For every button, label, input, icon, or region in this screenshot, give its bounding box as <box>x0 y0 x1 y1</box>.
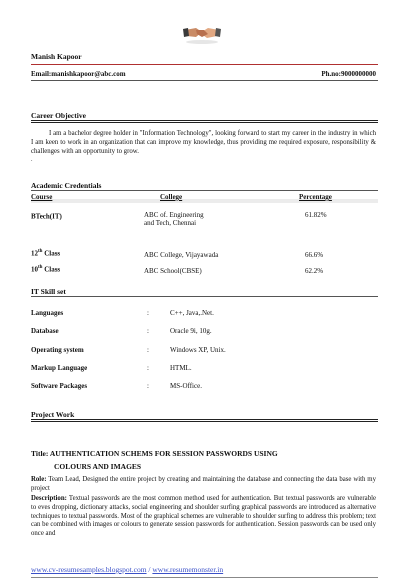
footer-separator: / <box>146 565 153 574</box>
skill-colon: : <box>147 327 149 335</box>
skill-value: Oracle 9i, 10g. <box>170 327 212 335</box>
header-divider <box>31 64 378 65</box>
course-cell: BTech(IT) <box>31 212 62 221</box>
skill-label: Database <box>31 327 59 335</box>
skill-value: MS-Office. <box>170 382 202 390</box>
email-text: Email:manishkapoor@abc.com <box>31 70 126 78</box>
skill-colon: : <box>147 346 149 354</box>
section-rule-skills <box>31 296 378 297</box>
section-title-objective: Career Objective <box>31 111 86 120</box>
project-description <box>31 495 376 539</box>
section-title-project: Project Work <box>31 410 75 419</box>
column-header-course: Course <box>31 193 53 201</box>
project-role <box>31 476 376 494</box>
section-title-skills: IT Skill set <box>31 287 66 296</box>
skill-label: Operating system <box>31 346 84 354</box>
skill-colon: : <box>147 364 149 372</box>
applicant-name: Manish Kapoor <box>31 52 82 61</box>
column-header-college: College <box>160 193 183 201</box>
percentage-cell: 61.82% <box>305 211 327 219</box>
skill-value: C++, Java,.Net. <box>170 309 214 317</box>
section-rule-project <box>31 419 378 422</box>
footer-links <box>31 565 223 574</box>
column-header-percentage: Percentage <box>299 193 332 201</box>
contact-line <box>31 70 376 78</box>
skill-label: Software Packages <box>31 382 88 390</box>
skill-colon: : <box>147 382 149 390</box>
project-title-line2: COLOURS AND IMAGES <box>54 462 142 471</box>
role-text: Team Lead, Designed the entire project by creating and maintaining the database and connecting the data base with my project <box>31 476 376 492</box>
college-cell: ABC College, Vijayawada <box>144 251 219 259</box>
role-label: Role: <box>31 476 47 483</box>
description-label: Description: <box>31 495 67 502</box>
section-title-academic: Academic Credentials <box>31 181 102 190</box>
project-title <box>31 449 278 458</box>
project-title-line1: AUTHENTICATION SCHEMS FOR SESSION PASSWORDS USING <box>49 449 278 458</box>
bullet-dot: . <box>31 157 33 163</box>
course-cell: 10th Class <box>31 265 61 274</box>
phone-text: Ph.no:9000000000 <box>321 70 376 78</box>
skill-label: Languages <box>31 309 64 317</box>
skill-value: HTML. <box>170 364 192 372</box>
objective-text: I am a bachelor degree holder in "Information Technology", looking forward to start my career in the industry in which I am keen to work in an organization that can improve my knowledge, thus providing me required exposure, responsibility & challenges with an opportunity to grow. <box>31 130 376 155</box>
skill-colon: : <box>147 309 149 317</box>
contact-divider <box>31 80 378 81</box>
percentage-cell: 66.6% <box>305 251 324 259</box>
course-cell: 12th Class <box>31 249 61 258</box>
section-rule-academic <box>31 190 378 191</box>
footer-link-blog[interactable]: www.cv-resumesamples.blogspot.com <box>31 565 147 574</box>
description-text: Textual passwords are the most common method used for authentication. But textual passwords are vulnerable to eves dropping, dictionary attacks, social engineering and shoulder surfing graphical passwords are introduced as alternative techniques to textual passwords. Most of the graphical schemes are vulnerable to shoulder surfing to address this problem; text can be combined with images or colours to generate session passwords for authentication. Session passwords can be used only once and <box>31 495 376 538</box>
section-rule-objective <box>31 120 378 123</box>
percentage-cell: 62.2% <box>305 267 324 275</box>
handshake-icon <box>182 22 222 44</box>
college-cell: ABC School(CBSE) <box>144 267 202 275</box>
footer-link-resumemonster[interactable]: www.resumemonster.in <box>152 565 224 574</box>
footer-divider <box>31 577 378 578</box>
college-cell: ABC of. Engineering and Tech, Chennai <box>144 211 204 228</box>
skill-value: Windows XP, Unix. <box>170 346 226 354</box>
project-title-label: Title: <box>31 449 49 458</box>
skill-label: Markup Language <box>31 364 88 372</box>
